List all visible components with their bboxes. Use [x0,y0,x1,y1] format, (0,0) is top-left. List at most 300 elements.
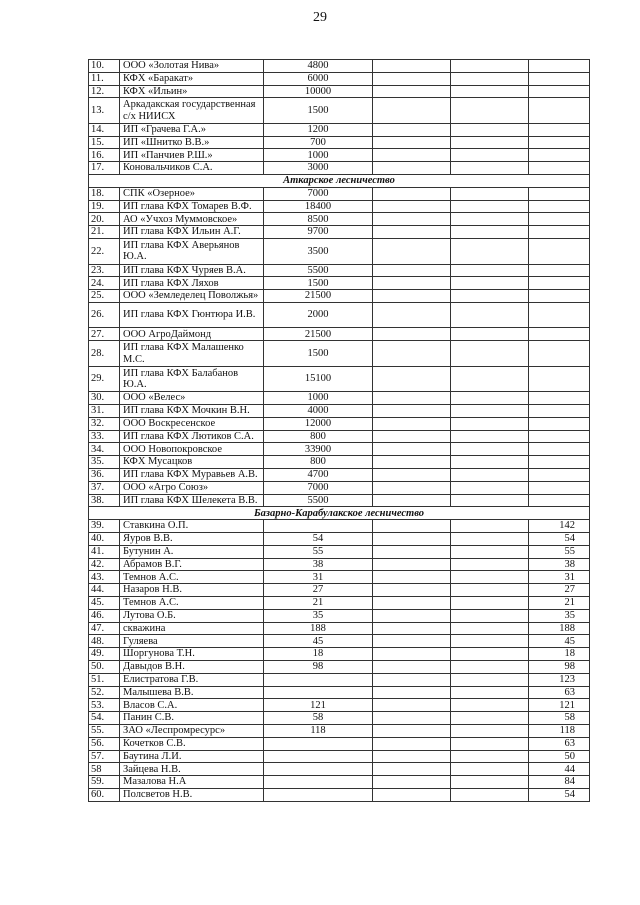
table-row [89,226,590,239]
row-value-2-cell [373,686,451,699]
row-value-2-cell [373,597,451,610]
row-value-1-cell: 3500 [264,239,373,265]
row-value-1-cell: 27 [264,584,373,597]
row-number-cell: 49. [89,648,120,661]
row-value-4-cell: 63 [529,686,590,699]
row-number-cell: 17. [89,162,120,175]
row-number-cell: 47. [89,622,120,635]
row-number-cell: 12. [89,85,120,98]
row-value-1-cell [264,737,373,750]
row-number-cell: 55. [89,724,120,737]
row-value-1-cell [264,788,373,801]
row-number-cell: 36. [89,469,120,482]
row-number-cell: 32. [89,417,120,430]
row-value-2-cell [373,277,451,290]
table-row [89,469,590,482]
row-value-1-cell [264,520,373,533]
row-value-2-cell [373,750,451,763]
row-number-cell: 45. [89,597,120,610]
row-value-2-cell [373,494,451,507]
row-name-cell: Давыдов В.Н. [120,660,264,673]
row-value-2-cell [373,648,451,661]
row-value-2-cell [373,123,451,136]
row-name-cell: ООО «Земледелец Поволжья» [120,290,264,303]
row-value-4-cell: 98 [529,660,590,673]
row-value-3-cell [451,277,529,290]
row-value-1-cell: 98 [264,660,373,673]
table-row [89,533,590,546]
row-value-3-cell [451,558,529,571]
row-value-2-cell [373,417,451,430]
row-value-2-cell [373,712,451,725]
row-value-4-cell: 123 [529,673,590,686]
table-row [89,328,590,341]
row-value-1-cell: 1500 [264,277,373,290]
row-value-4-cell [529,341,590,367]
row-name-cell: Баутина Л.И. [120,750,264,763]
row-number-cell: 19. [89,200,120,213]
row-value-1-cell: 18 [264,648,373,661]
row-name-cell: КФХ «Ильин» [120,85,264,98]
row-value-4-cell [529,456,590,469]
row-name-cell: ИП глава КФХ Малашенко М.С. [120,341,264,367]
row-value-2-cell [373,136,451,149]
row-value-3-cell [451,686,529,699]
row-number-cell: 39. [89,520,120,533]
row-value-4-cell: 188 [529,622,590,635]
row-value-3-cell [451,72,529,85]
row-value-3-cell [451,635,529,648]
row-value-3-cell [451,494,529,507]
row-value-4-cell [529,162,590,175]
row-number-cell: 34. [89,443,120,456]
row-name-cell: ООО «Агро Союз» [120,481,264,494]
row-value-1-cell: 18400 [264,200,373,213]
table-row [89,239,590,265]
row-number-cell: 46. [89,609,120,622]
row-value-1-cell: 2000 [264,302,373,328]
row-value-3-cell [451,597,529,610]
row-number-cell: 60. [89,788,120,801]
row-value-3-cell [451,239,529,265]
row-name-cell: Лутова О.Б. [120,609,264,622]
row-name-cell: ООО АгроДаймонд [120,328,264,341]
row-value-1-cell: 21 [264,597,373,610]
row-value-1-cell: 1000 [264,392,373,405]
row-value-2-cell [373,776,451,789]
row-value-1-cell: 121 [264,699,373,712]
row-number-cell: 26. [89,302,120,328]
row-value-3-cell [451,328,529,341]
row-name-cell: ООО «Велес» [120,392,264,405]
row-value-4-cell: 58 [529,712,590,725]
row-value-1-cell: 15100 [264,366,373,392]
row-name-cell: Аркадакская государственная с/х НИИСХ [120,98,264,124]
row-value-4-cell [529,469,590,482]
row-value-4-cell: 21 [529,597,590,610]
row-value-1-cell [264,776,373,789]
row-value-4-cell [529,226,590,239]
table-row [89,213,590,226]
row-value-4-cell: 54 [529,533,590,546]
row-value-3-cell [451,264,529,277]
row-value-1-cell: 7000 [264,187,373,200]
row-value-4-cell [529,417,590,430]
row-name-cell: скважина [120,622,264,635]
row-value-3-cell [451,430,529,443]
table-row [89,277,590,290]
row-value-2-cell [373,456,451,469]
row-value-1-cell [264,673,373,686]
table-row [89,660,590,673]
table-row [89,686,590,699]
row-value-2-cell [373,622,451,635]
row-value-4-cell [529,123,590,136]
row-name-cell: ИП глава КФХ Аверьянов Ю.А. [120,239,264,265]
table-row [89,609,590,622]
table-row [89,481,590,494]
row-value-1-cell: 55 [264,545,373,558]
row-number-cell: 10. [89,60,120,73]
row-name-cell: ООО «Золотая Нива» [120,60,264,73]
row-name-cell: Шоргунова Т.Н. [120,648,264,661]
row-number-cell: 38. [89,494,120,507]
row-number-cell: 28. [89,341,120,367]
row-value-3-cell [451,136,529,149]
row-number-cell: 29. [89,366,120,392]
row-value-4-cell: 55 [529,545,590,558]
row-value-3-cell [451,417,529,430]
row-value-3-cell [451,149,529,162]
row-value-3-cell [451,673,529,686]
row-value-4-cell [529,392,590,405]
row-value-3-cell [451,302,529,328]
row-value-2-cell [373,443,451,456]
row-value-4-cell: 38 [529,558,590,571]
table-row [89,622,590,635]
row-value-2-cell [373,660,451,673]
table-row [89,724,590,737]
row-name-cell: СПК «Озерное» [120,187,264,200]
row-number-cell: 41. [89,545,120,558]
row-value-1-cell: 38 [264,558,373,571]
row-value-3-cell [451,584,529,597]
table-row [89,750,590,763]
row-value-4-cell [529,239,590,265]
row-name-cell: ИП глава КФХ Балабанов Ю.А. [120,366,264,392]
row-value-3-cell [451,622,529,635]
section-header-row [89,175,590,188]
page-number: 29 [313,10,327,25]
row-value-3-cell [451,200,529,213]
row-value-2-cell [373,290,451,303]
row-name-cell: Малышева В.В. [120,686,264,699]
row-name-cell: КФХ Мусацков [120,456,264,469]
row-number-cell: 18. [89,187,120,200]
row-value-3-cell [451,609,529,622]
row-value-2-cell [373,533,451,546]
row-value-1-cell: 5500 [264,494,373,507]
row-value-3-cell [451,648,529,661]
row-number-cell: 24. [89,277,120,290]
table-row [89,584,590,597]
table-row [89,545,590,558]
row-value-4-cell: 142 [529,520,590,533]
row-number-cell: 20. [89,213,120,226]
row-value-2-cell [373,469,451,482]
table-row [89,200,590,213]
row-number-cell: 57. [89,750,120,763]
table-row [89,712,590,725]
row-name-cell: ИП глава КФХ Ляхов [120,277,264,290]
row-value-3-cell [451,788,529,801]
row-value-3-cell [451,469,529,482]
row-name-cell: Темнов А.С. [120,597,264,610]
row-value-4-cell: 118 [529,724,590,737]
row-value-4-cell [529,290,590,303]
row-value-3-cell [451,85,529,98]
row-value-1-cell [264,763,373,776]
row-value-4-cell [529,481,590,494]
row-name-cell: ИП глава КФХ Мочкин В.Н. [120,405,264,418]
row-value-4-cell [529,85,590,98]
table-row [89,699,590,712]
row-value-2-cell [373,699,451,712]
table-row [89,776,590,789]
row-value-3-cell [451,443,529,456]
row-value-1-cell: 35 [264,609,373,622]
row-number-cell: 54. [89,712,120,725]
row-value-4-cell [529,213,590,226]
row-number-cell: 52. [89,686,120,699]
row-value-4-cell [529,494,590,507]
row-value-3-cell [451,571,529,584]
forestry-table [88,59,590,802]
row-name-cell: ИП глава КФХ Томарев В.Ф. [120,200,264,213]
row-value-1-cell: 12000 [264,417,373,430]
table-row [89,635,590,648]
table-row [89,85,590,98]
row-value-3-cell [451,187,529,200]
row-value-4-cell [529,430,590,443]
row-value-2-cell [373,635,451,648]
row-value-4-cell: 54 [529,788,590,801]
row-name-cell: Зайцева Н.В. [120,763,264,776]
row-value-2-cell [373,187,451,200]
table-body [89,60,590,802]
row-value-2-cell [373,149,451,162]
row-value-2-cell [373,60,451,73]
row-value-3-cell [451,545,529,558]
row-value-2-cell [373,609,451,622]
row-value-2-cell [373,405,451,418]
row-value-1-cell: 1000 [264,149,373,162]
row-value-2-cell [373,737,451,750]
row-value-1-cell: 8500 [264,213,373,226]
row-name-cell: Темнов А.С. [120,571,264,584]
row-value-3-cell [451,750,529,763]
row-value-3-cell [451,213,529,226]
row-value-4-cell [529,200,590,213]
row-value-2-cell [373,302,451,328]
row-name-cell: Яуров В.В. [120,533,264,546]
section-title: Базарно-Карабулакское лесничество [89,507,590,520]
row-value-2-cell [373,239,451,265]
row-number-cell: 44. [89,584,120,597]
row-value-2-cell [373,213,451,226]
row-value-4-cell [529,443,590,456]
row-value-2-cell [373,520,451,533]
row-name-cell: Абрамов В.Г. [120,558,264,571]
row-value-3-cell [451,776,529,789]
row-value-2-cell [373,571,451,584]
row-value-1-cell: 10000 [264,85,373,98]
table-row [89,392,590,405]
table-row [89,737,590,750]
row-value-3-cell [451,724,529,737]
row-number-cell: 37. [89,481,120,494]
row-number-cell: 30. [89,392,120,405]
row-value-3-cell [451,123,529,136]
row-value-2-cell [373,85,451,98]
table-row [89,264,590,277]
row-value-2-cell [373,788,451,801]
table-row [89,302,590,328]
row-value-3-cell [451,162,529,175]
row-value-4-cell: 121 [529,699,590,712]
row-value-1-cell: 31 [264,571,373,584]
row-value-2-cell [373,72,451,85]
row-value-2-cell [373,264,451,277]
row-value-1-cell [264,686,373,699]
row-value-3-cell [451,481,529,494]
table-row [89,520,590,533]
row-name-cell: ИП глава КФХ Муравьев А.В. [120,469,264,482]
table-row [89,597,590,610]
table-row [89,98,590,124]
row-value-4-cell [529,136,590,149]
row-value-3-cell [451,763,529,776]
row-value-4-cell: 63 [529,737,590,750]
row-number-cell: 14. [89,123,120,136]
row-value-1-cell: 54 [264,533,373,546]
row-value-3-cell [451,533,529,546]
row-name-cell: Назаров Н.В. [120,584,264,597]
row-number-cell: 33. [89,430,120,443]
row-name-cell: ИП глава КФХ Шелекета В.В. [120,494,264,507]
row-value-2-cell [373,724,451,737]
row-value-1-cell: 4700 [264,469,373,482]
row-value-1-cell: 4800 [264,60,373,73]
row-number-cell: 15. [89,136,120,149]
table-row [89,443,590,456]
table-row [89,417,590,430]
row-value-2-cell [373,763,451,776]
table-row [89,648,590,661]
row-value-4-cell: 35 [529,609,590,622]
section-header-row [89,507,590,520]
row-name-cell: ООО Новопокровское [120,443,264,456]
table-row [89,60,590,73]
table-row [89,494,590,507]
row-value-4-cell: 50 [529,750,590,763]
row-value-1-cell: 1200 [264,123,373,136]
row-value-2-cell [373,162,451,175]
table-row [89,290,590,303]
row-value-3-cell [451,699,529,712]
table-row [89,366,590,392]
row-value-2-cell [373,558,451,571]
table-row [89,673,590,686]
row-value-3-cell [451,520,529,533]
row-name-cell: Гуляева [120,635,264,648]
row-name-cell: ЗАО «Леспромресурс» [120,724,264,737]
row-number-cell: 31. [89,405,120,418]
section-title: Аткарское лесничество [89,175,590,188]
row-value-1-cell [264,750,373,763]
row-number-cell: 27. [89,328,120,341]
row-number-cell: 35. [89,456,120,469]
row-value-2-cell [373,481,451,494]
row-value-1-cell: 33900 [264,443,373,456]
row-number-cell: 51. [89,673,120,686]
row-number-cell: 22. [89,239,120,265]
row-value-1-cell: 1500 [264,98,373,124]
row-value-4-cell [529,264,590,277]
row-value-4-cell [529,187,590,200]
table-row [89,571,590,584]
row-name-cell: ИП глава КФХ Лютиков С.А. [120,430,264,443]
row-value-1-cell: 45 [264,635,373,648]
row-value-1-cell: 7000 [264,481,373,494]
row-number-cell: 58 [89,763,120,776]
row-number-cell: 21. [89,226,120,239]
table-row [89,123,590,136]
row-value-3-cell [451,737,529,750]
row-value-1-cell: 6000 [264,72,373,85]
row-value-4-cell: 31 [529,571,590,584]
row-value-3-cell [451,712,529,725]
row-name-cell: КФХ «Баракат» [120,72,264,85]
row-value-1-cell: 21500 [264,328,373,341]
row-value-2-cell [373,545,451,558]
row-value-1-cell: 3000 [264,162,373,175]
table-row [89,187,590,200]
row-number-cell: 16. [89,149,120,162]
row-name-cell: Полсветов Н.В. [120,788,264,801]
table-row [89,788,590,801]
row-name-cell: ИП глава КФХ Чуряев В.А. [120,264,264,277]
table-row [89,456,590,469]
row-value-1-cell: 118 [264,724,373,737]
row-value-3-cell [451,405,529,418]
row-name-cell: ИП «Грачева Г.А.» [120,123,264,136]
row-name-cell: АО «Учхоз Муммовское» [120,213,264,226]
row-value-1-cell: 5500 [264,264,373,277]
row-number-cell: 25. [89,290,120,303]
row-name-cell: ИП «Панчиев Р.Ш.» [120,149,264,162]
row-value-1-cell: 800 [264,456,373,469]
table-row [89,763,590,776]
table-row [89,558,590,571]
row-name-cell: ИП глава КФХ Ильин А.Г. [120,226,264,239]
row-value-4-cell [529,98,590,124]
row-name-cell: Мазалова Н.А [120,776,264,789]
row-value-2-cell [373,226,451,239]
row-value-1-cell: 188 [264,622,373,635]
table-row [89,162,590,175]
row-name-cell: Ставкина О.П. [120,520,264,533]
